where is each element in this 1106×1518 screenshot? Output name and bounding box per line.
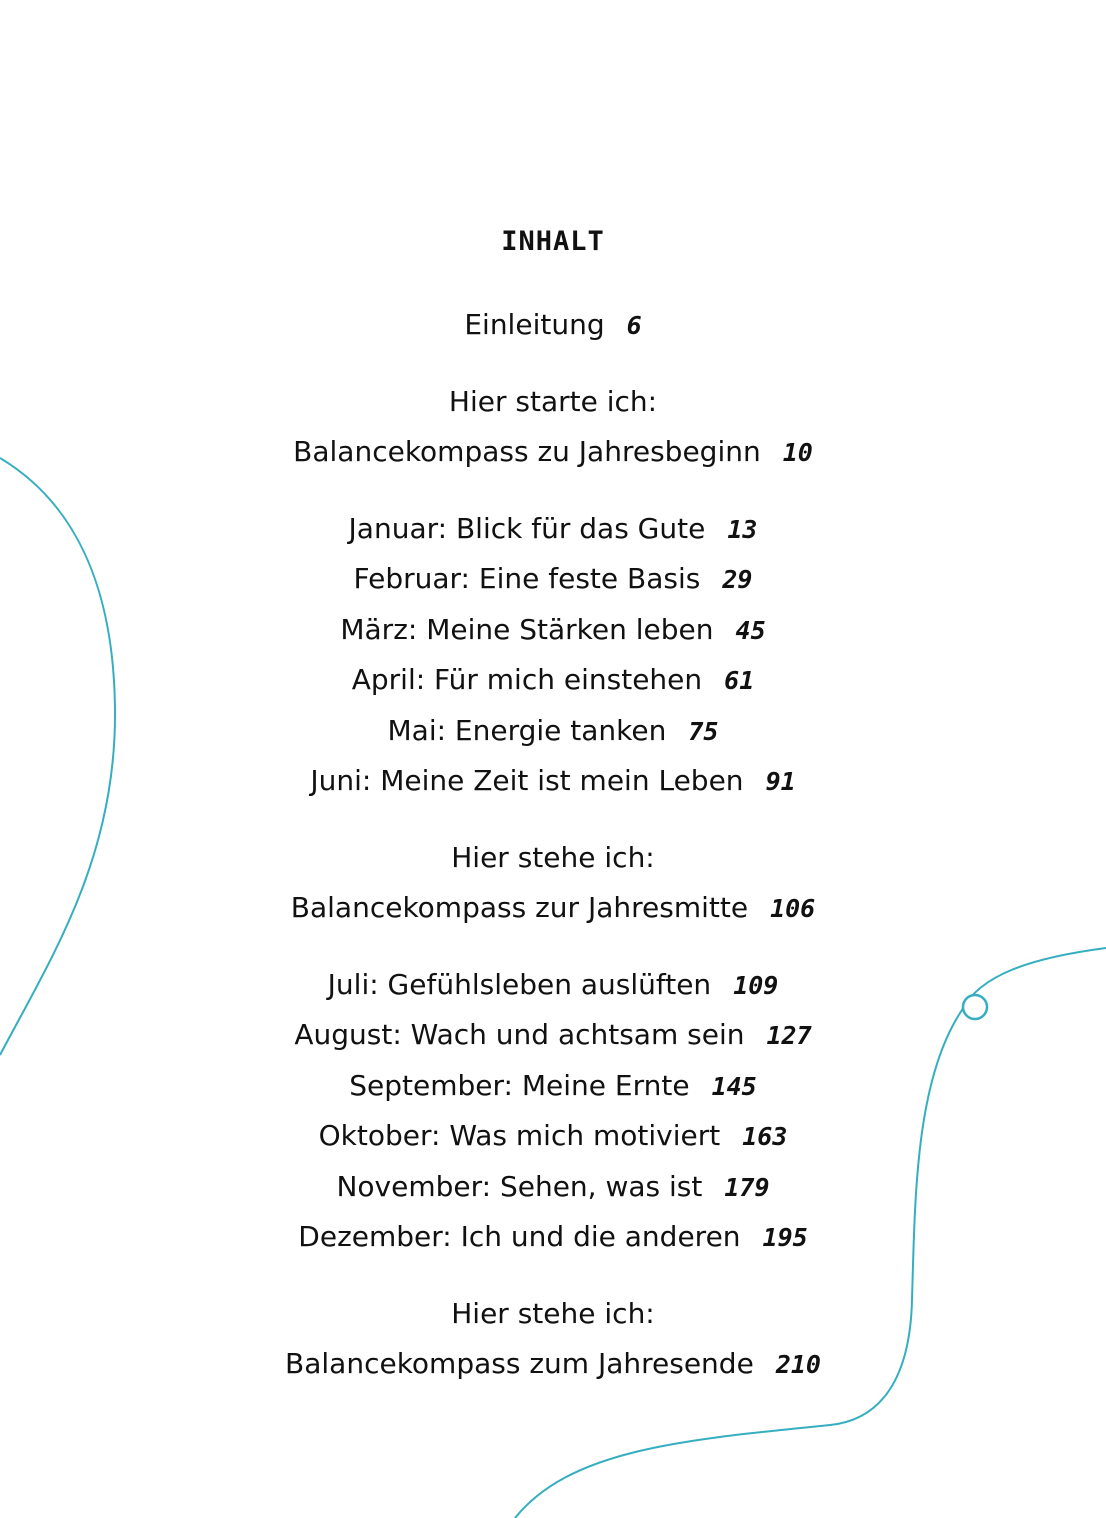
toc-section-heading [0,377,1106,428]
toc-entry-oktober[interactable] [0,1111,1106,1162]
toc-section-heading [0,1289,1106,1340]
toc-entry-november[interactable] [0,1162,1106,1213]
entry-label: Dezember: Ich und die anderen [298,1220,741,1253]
toc-entry-april[interactable] [0,655,1106,706]
page-number: 10 [782,438,813,467]
toc-entry-balancekompass-mitte[interactable] [0,883,1106,934]
page-number: 210 [775,1350,821,1379]
entry-label: August: Wach und achtsam sein [294,1018,745,1051]
entry-label: Januar: Blick für das Gute [348,511,706,545]
page-number: 106 [770,894,816,923]
toc-title: INHALT [501,226,605,257]
page-number: 75 [688,716,719,746]
page-number: 163 [742,1122,788,1151]
toc-entry-februar[interactable] [0,554,1106,605]
page-number: 6 [626,311,642,340]
toc-entry-maerz[interactable] [0,605,1106,656]
page-number: 109 [733,970,779,1000]
table-of-contents [0,222,1106,1390]
toc-entry-balancekompass-ende[interactable] [0,1339,1106,1390]
entry-label: Balancekompass zu Jahresbeginn [293,435,761,468]
entry-label: Juni: Meine Zeit ist mein Leben [310,764,744,797]
page-number: 45 [735,615,766,645]
entry-label: Balancekompass zum Jahresende [285,1347,754,1380]
toc-entry-einleitung[interactable] [0,300,1106,351]
toc-section-heading [0,833,1106,884]
page-number: 127 [766,1021,812,1050]
page-number: 13 [727,514,758,544]
toc-entry-september[interactable] [0,1061,1106,1112]
toc-entry-januar[interactable] [0,504,1106,555]
entry-label: Hier stehe ich: [451,840,655,874]
page-number: 61 [724,666,755,695]
entry-label: Mai: Energie tanken [387,713,667,747]
entry-label: Balancekompass zur Jahresmitte [290,891,749,924]
toc-entry-balancekompass-beginn[interactable] [0,427,1106,478]
entry-label: Hier starte ich: [448,384,658,418]
toc-entry-juni[interactable] [0,756,1106,807]
entry-label: Juli: Gefühlsleben auslüften [327,967,712,1001]
entry-label: September: Meine Ernte [349,1068,690,1102]
toc-entry-juli[interactable] [0,960,1106,1011]
toc-entry-dezember[interactable] [0,1212,1106,1263]
page-number: 145 [711,1071,757,1101]
entry-label: Februar: Eine feste Basis [353,562,701,595]
page-number: 195 [762,1223,808,1252]
toc-entry-august[interactable] [0,1010,1106,1061]
entry-label: April: Für mich einstehen [351,663,703,696]
entry-label: November: Sehen, was ist [336,1169,703,1203]
toc-entry-mai[interactable] [0,706,1106,757]
entry-label: Einleitung [464,308,605,341]
entry-label: März: Meine Stärken leben [340,612,714,646]
entry-label: Hier stehe ich: [451,1296,655,1330]
entry-label: Oktober: Was mich motiviert [318,1119,721,1152]
page-number: 29 [722,565,753,594]
page-number: 179 [724,1172,770,1202]
page-number: 91 [765,767,796,796]
